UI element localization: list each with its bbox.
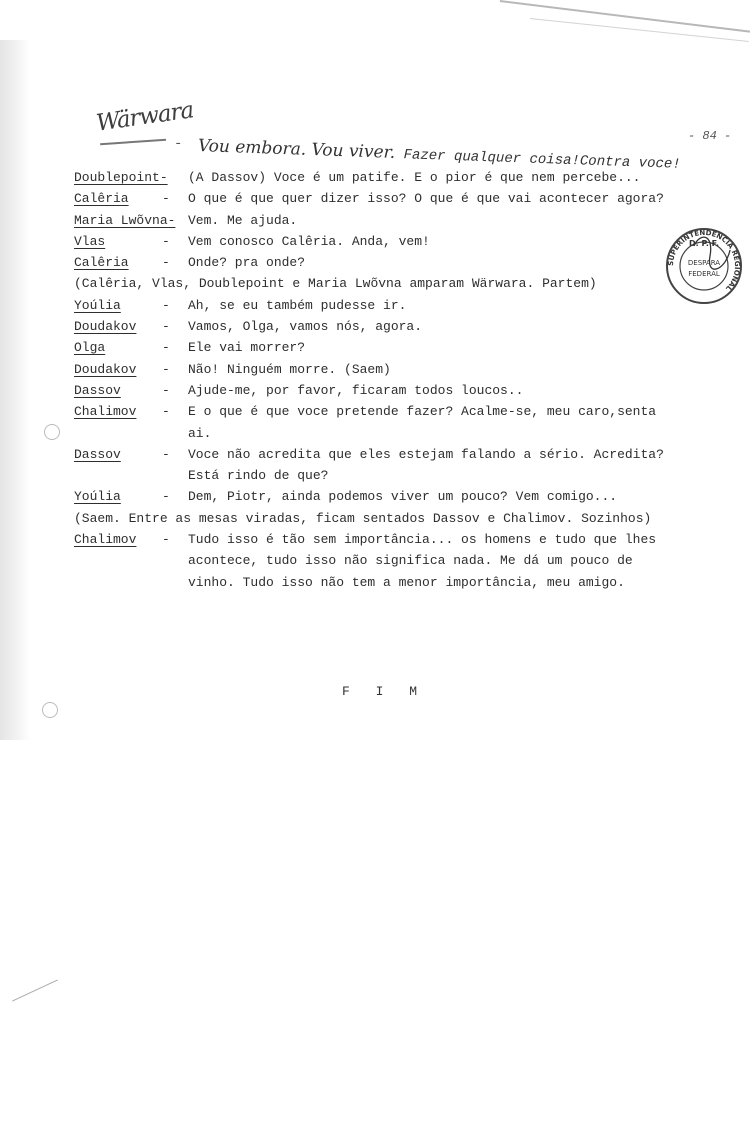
speaker-name: Calêria: [74, 255, 129, 271]
speaker-name: Maria Lwõvna-: [74, 212, 176, 228]
dialogue-line: [74, 383, 744, 404]
dialogue-line: [74, 319, 744, 340]
dialogue-text: Voce não acredita que eles estejam falando a sério. Acredita?: [188, 446, 664, 462]
dialogue-continuation: [74, 575, 744, 596]
dialogue-text: O que é que quer dizer isso? O que é que vai acontecer agora?: [188, 191, 664, 207]
dialogue-continuation: [74, 468, 744, 489]
stamp-middle-text-1: DESPARA: [687, 259, 721, 267]
dialogue-line: [74, 340, 744, 361]
speaker-dash: -: [162, 233, 170, 249]
dialogue-continuation: [74, 426, 744, 447]
dialogue-line: [74, 298, 744, 319]
dialogue-text: Onde? pra onde?: [188, 255, 306, 271]
speaker-dash: -: [162, 404, 170, 420]
heading-underline: [100, 136, 166, 146]
dialogue-line: [74, 170, 744, 191]
dialogue-text: vinho. Tudo isso não tem a menor importância, meu amigo.: [188, 574, 625, 590]
punch-hole-mark: [44, 424, 60, 440]
dialogue-text: Ah, se eu também pudesse ir.: [188, 297, 407, 313]
closing-fim: F I M: [342, 684, 427, 699]
dialogue-text: Ajude-me, por favor, ficaram todos loucos..: [188, 382, 524, 398]
heading-speech-line: [198, 136, 681, 173]
dialogue-text: Não! Ninguém morre. (Saem): [188, 361, 391, 377]
heading-speech-typed: Fazer qualquer coisa!Contra voce!: [403, 147, 681, 173]
speaker-dash: -: [162, 340, 170, 356]
dialogue-line: [74, 255, 744, 276]
stage-direction-text: (Saem. Entre as mesas viradas, ficam sentados Dassov e Chalimov. Sozinhos): [74, 510, 652, 526]
speaker-dash: -: [162, 489, 170, 505]
stage-direction: [74, 276, 744, 297]
speaker-name: Chalimov: [74, 532, 137, 548]
binding-shadow: [0, 40, 30, 740]
dialogue-line: [74, 532, 744, 553]
speaker-name: Vlas: [74, 233, 106, 249]
stamp-middle-text-2: FEDERAL: [688, 270, 720, 278]
dialogue-text: Vem. Me ajuda.: [188, 212, 298, 228]
dialogue-line: [74, 404, 744, 425]
dialogue-text: ai.: [188, 425, 212, 441]
stamp-top-text: D. P. F.: [688, 239, 720, 248]
dialogue-line: [74, 213, 744, 234]
dialogue-text: Ele vai morrer?: [188, 340, 306, 356]
margin-mark: [12, 979, 58, 1001]
dialogue-text: Vamos, Olga, vamos nós, agora.: [188, 319, 423, 335]
dialogue-continuation: [74, 553, 744, 574]
dialogue-line: [74, 191, 744, 212]
dialogue-text: acontece, tudo isso não significa nada. Me dá um pouco de: [188, 553, 633, 569]
speaker-name: Yoúlia: [74, 489, 121, 505]
dialogue-line: [74, 234, 744, 255]
stamp-ring-text: SUPERINTENDÊNCIA REGIONAL: [666, 228, 742, 293]
speaker-name: Dassov: [74, 382, 121, 398]
punch-hole-mark: [42, 702, 58, 718]
dialogue-text: Está rindo de que?: [188, 468, 329, 484]
script-body: [74, 170, 744, 596]
heading-speech: Vou embora. Vou viver.: [197, 136, 396, 163]
page-number: - 84 -: [688, 129, 732, 143]
speaker-name: Calêria: [74, 191, 129, 207]
dialogue-line: [74, 362, 744, 383]
speaker-name: Doudakov: [74, 361, 137, 377]
speaker-name: Doublepoint-: [74, 170, 168, 185]
paper-edge-mark-2: [530, 18, 749, 42]
dialogue-line: [74, 489, 744, 510]
speaker-dash: -: [162, 319, 170, 335]
speaker-name: Dassov: [74, 446, 121, 462]
heading-dash: -: [174, 136, 183, 152]
dialogue-text: Vem conosco Calêria. Anda, vem!: [188, 233, 430, 249]
stage-direction-text: (Calêria, Vlas, Doublepoint e Maria Lwõvna amparam Wärwara. Partem): [74, 276, 597, 292]
speaker-name: Yoúlia: [74, 297, 121, 313]
speaker-dash: -: [162, 297, 170, 313]
dialogue-text: Dem, Piotr, ainda podemos viver um pouco? Vem comigo...: [188, 489, 618, 505]
speaker-dash: -: [162, 532, 170, 548]
stage-direction: [74, 511, 744, 532]
speaker-name: Doudakov: [74, 319, 137, 335]
speaker-name: Chalimov: [74, 404, 137, 420]
speaker-name: Olga: [74, 340, 106, 356]
handwritten-heading: [92, 97, 742, 173]
speaker-dash: -: [162, 191, 170, 207]
speaker-dash: -: [162, 361, 170, 377]
speaker-dash: -: [162, 382, 170, 398]
dialogue-text: (A Dassov) Voce é um patife. E o pior é que nem percebe...: [188, 170, 641, 185]
dialogue-text: E o que é que voce pretende fazer? Acalme-se, meu caro,senta: [188, 404, 657, 420]
dialogue-text: Tudo isso é tão sem importância... os homens e tudo que lhes: [188, 532, 657, 548]
heading-speaker: Wärwara: [94, 97, 195, 137]
speaker-dash: -: [162, 446, 170, 462]
speaker-dash: -: [162, 255, 170, 271]
dialogue-line: [74, 447, 744, 468]
